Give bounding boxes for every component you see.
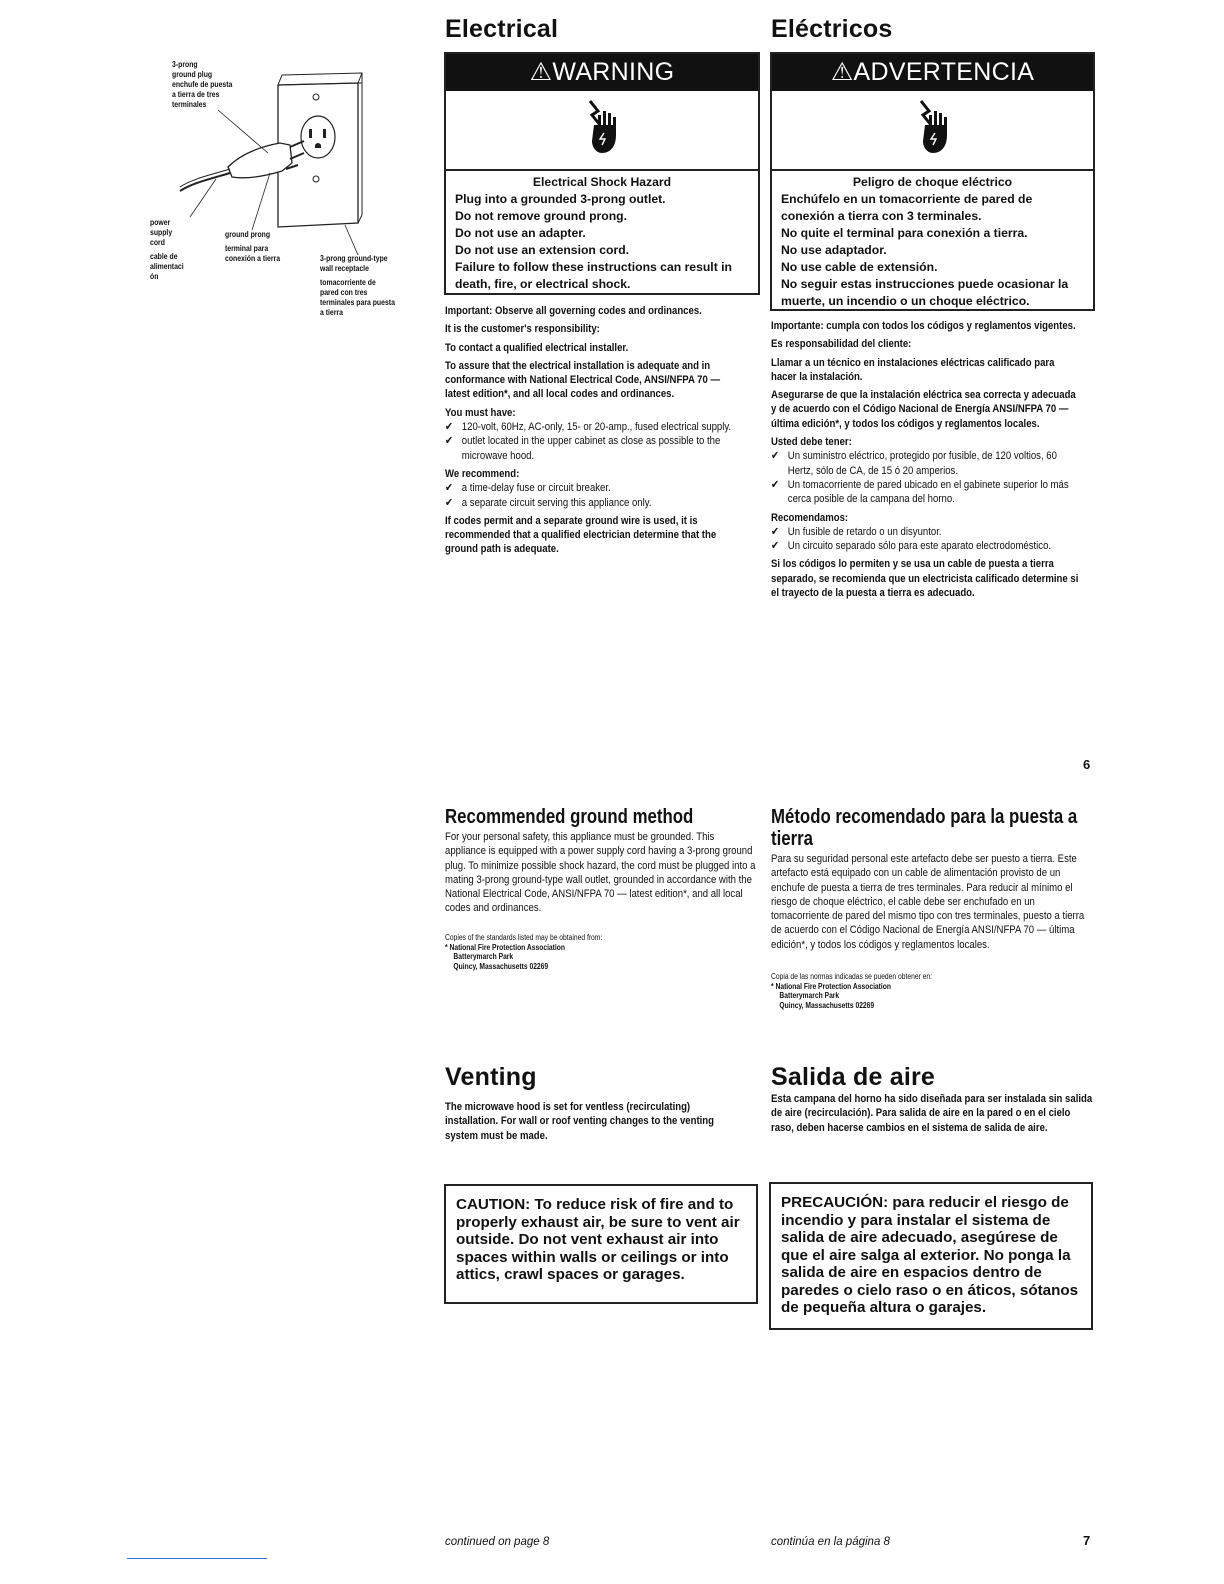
warning-line: Do not use an extension cord. <box>455 243 630 257</box>
venting-text-en: The microwave hood is set for ventless (recirculating) installation. For wall or roof venting changes to the venting system must be made. <box>445 1101 714 1142</box>
standards-source-es: Copia de las normas indicadas se pueden obtener en: * National Fire Protection Association Batterymarch Park Quincy, Massachusetts 02269 <box>771 972 933 1010</box>
checkmark-icon: ✔ <box>445 421 454 434</box>
warning-header: ⚠WARNING <box>446 54 758 91</box>
heading-electricos: Eléctricos <box>771 15 893 43</box>
list-item: ✔ Un fusible de retardo o un disyuntor. <box>771 525 942 538</box>
warning-line: Plug into a grounded 3-prong outlet. <box>455 192 666 206</box>
heading-electrical: Electrical <box>445 15 559 43</box>
heading-venting: Venting <box>445 1063 537 1091</box>
alert-triangle-icon: ⚠ <box>529 58 553 86</box>
checkmark-icon: ✔ <box>445 435 454 448</box>
caution-box-es: PRECAUCIÓN: para reducir el riesgo de incendio y para instalar el sistema de salida de aire adecuado, asegúrese de que el aire salga al exterior. No ponga la salida de aire en espacios dentro de paredes o cielo raso o en áticos, sótanos de pequeña altura o garajes. <box>769 1182 1093 1330</box>
warning-title: Peligro de choque eléctrico <box>852 175 1013 189</box>
outlet-figure <box>140 55 430 330</box>
continued-note-en: continued on page 8 <box>445 1536 550 1548</box>
ground-method-title: Recommended ground method <box>445 806 694 828</box>
ground-method-es: Método recomendado para la puesta a tierra Para su seguridad personal este artefacto debe ser puesto a tierra. Este artefacto está equipado con un cable de alimentación provisto de un enchufe de puesta a tierra de tres terminales. Para reducir al mínimo el riesgo de choque eléctrico, el cable debe ser enchufado en un tomacorriente de pared del mismo tipo con tres terminales, puesto a tierra de acuerdo con el Código Nacional de Energía ANSI/NFPA 70 — última edición*, y todos los códigos y reglamentos locales. <box>771 806 1085 951</box>
warning-line: No use adaptador. <box>781 243 887 257</box>
warning-line: Do not remove ground prong. <box>455 209 627 223</box>
checkmark-icon: ✔ <box>771 478 780 491</box>
ground-method-en: Recommended ground method For your personal safety, this appliance must be grounded. This appliance is equipped with a power supply cord having a 3-prong ground plug. To minimize possible shock hazard, the cord must be plugged into a mating 3-prong ground-type wall outlet, grounded in accordance with the National Electrical Code, ANSI/NFPA 70 — latest edition*, and all local codes and ordinances. <box>445 806 756 915</box>
warning-title: Electrical Shock Hazard <box>532 175 672 189</box>
list-item: ✔ Un tomacorriente de pared ubicado en el gabinete superior lo más cerca posible de la campana del horno. <box>771 478 1069 506</box>
warning-line: Do not use an adapter. <box>455 226 586 240</box>
ground-method-title: Método recomendado para la puesta a tierra <box>771 806 1078 850</box>
plug-label: 3-prong ground plug enchufe de puesta a tierra de tres terminales <box>172 59 233 109</box>
checkmark-icon: ✔ <box>771 450 780 463</box>
checkmark-icon: ✔ <box>445 482 454 495</box>
page-number-7: 7 <box>1083 1533 1091 1548</box>
footer-rule <box>127 1558 267 1559</box>
checkmark-icon: ✔ <box>771 540 780 553</box>
warning-line: No seguir estas instrucciones puede ocasionar la muerte, un incendio o un choque eléctrico. <box>781 277 1069 308</box>
standards-source-en: Copies of the standards listed may be obtained from: * National Fire Protection Association Batterymarch Park Quincy, Massachusetts 02269 <box>445 933 603 971</box>
shock-hazard-hand-icon <box>580 97 624 161</box>
cord-label: power supply cord cable de alimentaci ón <box>150 217 184 281</box>
shock-hazard-hand-icon <box>911 97 955 161</box>
warning-text <box>446 171 758 298</box>
list-item: ✔ outlet located in the upper cabinet as close as possible to the microwave hood. <box>445 435 721 462</box>
continued-note-es: continúa en la página 8 <box>771 1536 890 1548</box>
checkmark-icon: ✔ <box>771 525 780 538</box>
electrical-requirements-es: Importante: cumpla con todos los códigos y reglamentos vigentes. Es responsabilidad del cliente: Llamar a un técnico en instalaciones eléctricas calificado para hacer la instalación. Asegurarse de que la instalación eléctrica sea correcta y adecuada y de acuerdo con el Código Nacional de Energía ANSI/NFPA 70 — última edición*, y todos los códigos y reglamentos locales. Usted debe tener: ✔ Un suministro eléctrico, protegido por fusible, de 120 voltios, 60 Hertz, sólo de CA, de 15 ó 20 amperios. ✔ Un tomacorriente de pared ubicado en el gabinete superior lo más cerca posible de la campana del horno. Recomendamos: ✔ Un fusible de retardo o un disyuntor. ✔ Un circuito separado sólo para este aparato electrodoméstico. Si los códigos lo permiten y se usa un cable de puesta a tierra separado, se recomienda que un electricista calificado determine si el trayecto de la puesta a tierra es adecuado. <box>771 319 1082 604</box>
heading-salida-de-aire: Salida de aire <box>771 1063 935 1091</box>
checkmark-icon: ✔ <box>445 496 454 509</box>
venting-text-es: Esta campana del horno ha sido diseñada para ser instalada sin salida de aire (recirculación). Para salida de aire en la pared o en el cielo raso, deben hacerse cambios en el sistema de salida de aire. <box>771 1093 1093 1134</box>
warning-line: Enchúfelo en un tomacorriente de pared de conexión a tierra con 3 terminales. <box>781 192 1033 223</box>
electrical-requirements-en: Important: Observe all governing codes and ordinances. It is the customer's responsibility: To contact a qualified electrical installer. To assure that the electrical installation is adequate and in conformance with National Electrical Code, ANSI/NFPA 70 — latest edition*, and all local codes and ordinances. You must have: ✔ 120-volt, 60Hz, AC-only, 15- or 20-amp., fused electrical supply. ✔ outlet located in the upper cabinet as close as possible to the microwave hood. We recommend: ✔ a time-delay fuse or circuit breaker. ✔ a separate circuit serving this appliance only. If codes permit and a separate ground wire is used, it is recommended that a qualified electrician determine that the ground path is adequate. <box>445 304 747 561</box>
list-item: ✔ a time-delay fuse or circuit breaker. <box>445 482 611 495</box>
caution-box-en: CAUTION: To reduce risk of fire and to properly exhaust air, be sure to vent air outside. Do not vent exhaust air into spaces within walls or ceilings or into attics, crawl spaces or garages. <box>444 1184 758 1304</box>
list-item: ✔ 120-volt, 60Hz, AC-only, 15- or 20-amp., fused electrical supply. <box>445 421 732 434</box>
list-item: ✔ a separate circuit serving this appliance only. <box>445 496 652 509</box>
warning-line: No quite el terminal para conexión a tierra. <box>781 226 1028 240</box>
advertencia-text <box>772 171 1093 315</box>
list-item: ✔ Un suministro eléctrico, protegido por fusible, de 120 voltios, 60 Hertz, sólo de CA, de 15 ó 20 amperios. <box>771 450 1057 477</box>
list-item: ✔ Un circuito separado sólo para este aparato electrodoméstico. <box>771 540 1052 553</box>
ground-prong-label: ground prong terminal para conexión a tierra <box>225 229 281 263</box>
alert-triangle-icon: ⚠ <box>830 58 854 86</box>
page-number-6: 6 <box>1083 757 1091 772</box>
warning-box <box>444 52 760 295</box>
advertencia-header: ⚠ADVERTENCIA <box>772 54 1093 91</box>
warning-line: No use cable de extensión. <box>781 260 938 274</box>
advertencia-box <box>770 52 1095 311</box>
receptacle-label: 3-prong ground-type wall receptacle tomacorriente de pared con tres terminales para puesta a tierra <box>320 253 395 317</box>
warning-line: Failure to follow these instructions can result in death, fire, or electrical shock. <box>455 260 732 291</box>
